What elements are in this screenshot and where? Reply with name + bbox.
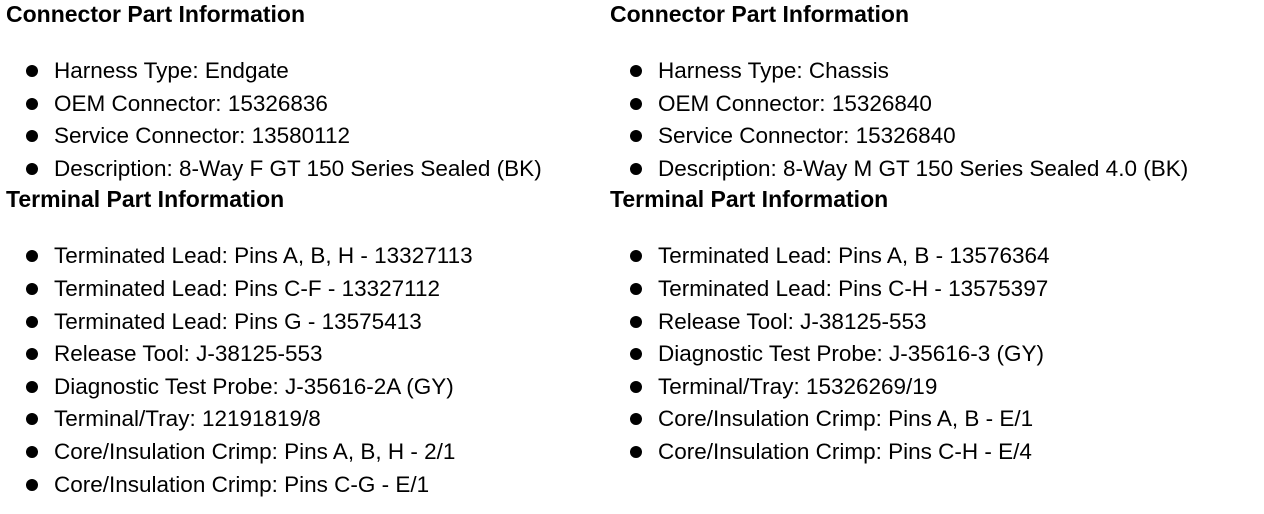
bullet-icon <box>26 130 38 142</box>
list-item-text: Harness Type: Endgate <box>54 58 289 83</box>
list-item-text: Terminal/Tray: 15326269/19 <box>658 373 938 399</box>
list-item <box>610 88 1188 121</box>
list-item-text: Core/Insulation Crimp: Pins A, B - E/1 <box>658 406 1034 432</box>
bullet-icon <box>26 446 38 458</box>
list-item-text: Diagnostic Test Probe: J-35616-3 (GY) <box>658 341 1045 367</box>
list-item-text: OEM Connector: 15326840 <box>658 90 932 116</box>
bullet-icon <box>26 413 38 425</box>
list-item <box>610 120 1188 153</box>
terminal-list <box>6 240 542 501</box>
list-item <box>610 436 1188 469</box>
list-item-text: Terminated Lead: Pins C-H - 13575397 <box>658 275 1049 301</box>
bullet-icon <box>26 348 38 360</box>
list-item <box>6 120 542 153</box>
list-item-text: Description: 8-Way F GT 150 Series Sealed (BK) <box>54 155 542 181</box>
bullet-icon <box>630 98 642 110</box>
bullet-icon <box>26 250 38 262</box>
connector-heading: Connector Part Information <box>610 1 910 27</box>
bullet-icon <box>26 283 38 295</box>
list-item <box>6 469 542 502</box>
left-column <box>6 0 542 501</box>
list-item <box>6 273 542 306</box>
list-item-text: Harness Type: Chassis <box>658 58 889 83</box>
bullet-icon <box>26 98 38 110</box>
bullet-icon <box>26 65 38 77</box>
bullet-icon <box>630 446 642 458</box>
list-item <box>6 55 542 88</box>
list-item-text: Terminated Lead: Pins G - 13575413 <box>54 308 422 334</box>
list-item-text: Release Tool: J-38125-553 <box>658 308 927 334</box>
list-item <box>6 403 542 436</box>
list-item <box>610 403 1188 436</box>
bullet-icon <box>26 163 38 175</box>
right-column <box>610 0 1188 469</box>
list-item-text: Core/Insulation Crimp: Pins C-H - E/4 <box>658 438 1032 464</box>
list-item <box>6 306 542 339</box>
list-item <box>6 338 542 371</box>
list-item-text: Terminated Lead: Pins A, B, H - 13327113 <box>54 243 473 269</box>
connector-heading: Connector Part Information <box>6 1 306 27</box>
bullet-icon <box>630 348 642 360</box>
bullet-icon <box>630 381 642 393</box>
list-item <box>6 371 542 404</box>
list-item-text: Core/Insulation Crimp: Pins A, B, H - 2/1 <box>54 438 456 464</box>
list-item-text: Core/Insulation Crimp: Pins C-G - E/1 <box>54 471 430 497</box>
bullet-icon <box>26 381 38 393</box>
list-item-text: Description: 8-Way M GT 150 Series Sealed 4.0 (BK) <box>658 155 1189 181</box>
list-item <box>6 436 542 469</box>
list-item <box>6 88 542 121</box>
list-item-text: Terminal/Tray: 12191819/8 <box>54 406 321 432</box>
connector-list <box>6 55 542 185</box>
bullet-icon <box>630 316 642 328</box>
list-item-text: Service Connector: 13580112 <box>54 123 351 149</box>
bullet-icon <box>630 130 642 142</box>
list-item <box>610 153 1188 186</box>
list-item <box>610 371 1188 404</box>
list-item-text: Terminated Lead: Pins C-F - 13327112 <box>54 275 441 301</box>
bullet-icon <box>630 283 642 295</box>
terminal-heading: Terminal Part Information <box>610 186 889 213</box>
list-item <box>610 240 1188 273</box>
list-item-text: Diagnostic Test Probe: J-35616-2A (GY) <box>54 373 454 399</box>
list-item-text: Service Connector: 15326840 <box>658 123 956 149</box>
list-item <box>610 273 1188 306</box>
bullet-icon <box>630 250 642 262</box>
terminal-heading: Terminal Part Information <box>6 186 285 213</box>
bullet-icon <box>630 65 642 77</box>
list-item <box>6 240 542 273</box>
list-item <box>6 153 542 186</box>
connector-list <box>610 55 1188 185</box>
list-item-text: Release Tool: J-38125-553 <box>54 341 323 367</box>
list-item <box>610 338 1188 371</box>
terminal-list <box>610 240 1188 468</box>
list-item <box>610 306 1188 339</box>
bullet-icon <box>26 316 38 328</box>
list-item <box>610 55 1188 88</box>
list-item-text: OEM Connector: 15326836 <box>54 90 328 116</box>
bullet-icon <box>630 163 642 175</box>
bullet-icon <box>630 413 642 425</box>
bullet-icon <box>26 479 38 491</box>
list-item-text: Terminated Lead: Pins A, B - 13576364 <box>658 243 1050 269</box>
